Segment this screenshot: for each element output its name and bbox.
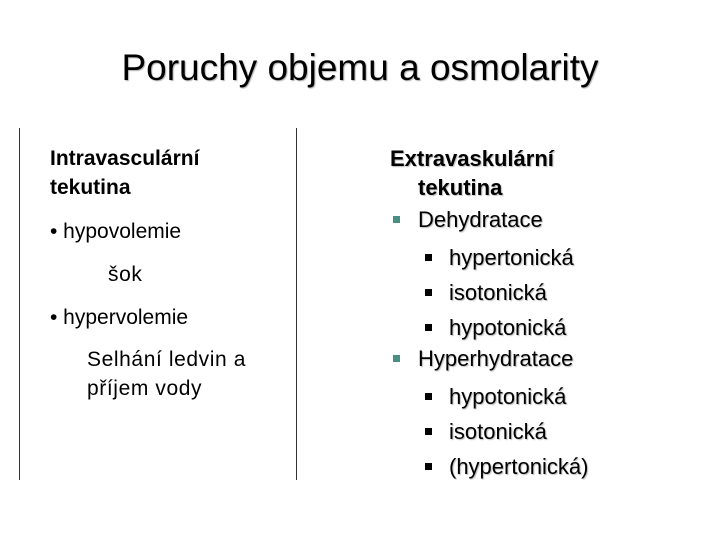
left-heading (50, 144, 199, 202)
bullet-square-icon (393, 355, 400, 362)
left-sub-sok: šok (108, 263, 143, 286)
bullet-square-icon (425, 428, 432, 435)
left-item-hypovolemie: • hypovolemie (50, 220, 182, 243)
left-sub-line1: Selhání ledvin a (87, 348, 247, 371)
bullet-square-icon (425, 324, 432, 331)
bullet-square-icon (425, 463, 432, 470)
list-item: hypotonická (449, 315, 567, 340)
list-item-hyperhydratace: Hyperhydratace (418, 346, 574, 371)
left-item-hypervolemie: • hypervolemie (50, 306, 189, 329)
center-divider (296, 128, 297, 480)
list-item: hypotonická (449, 384, 567, 409)
left-heading-line2: tekutina (50, 176, 131, 199)
left-sub-selhani (87, 345, 246, 403)
list-item: hypertonická (449, 245, 574, 270)
list-item-dehydratace: Dehydratace (418, 207, 543, 232)
right-heading-line1: Extravaskulární (390, 146, 554, 171)
list-item: (hypertonická) (449, 454, 589, 479)
slide-title: Poruchy objemu a osmolarity (121, 47, 599, 88)
bullet-square-icon (425, 393, 432, 400)
left-divider (19, 128, 20, 480)
list-item: isotonická (449, 280, 547, 305)
left-sub-line2: příjem vody (87, 377, 203, 400)
right-heading (390, 144, 554, 202)
list-item: isotonická (449, 419, 547, 444)
right-heading-line2: tekutina (418, 175, 503, 200)
left-heading-line1: Intravasculární (50, 147, 200, 170)
bullet-square-icon (425, 289, 432, 296)
bullet-square-icon (393, 216, 400, 223)
bullet-square-icon (425, 254, 432, 261)
